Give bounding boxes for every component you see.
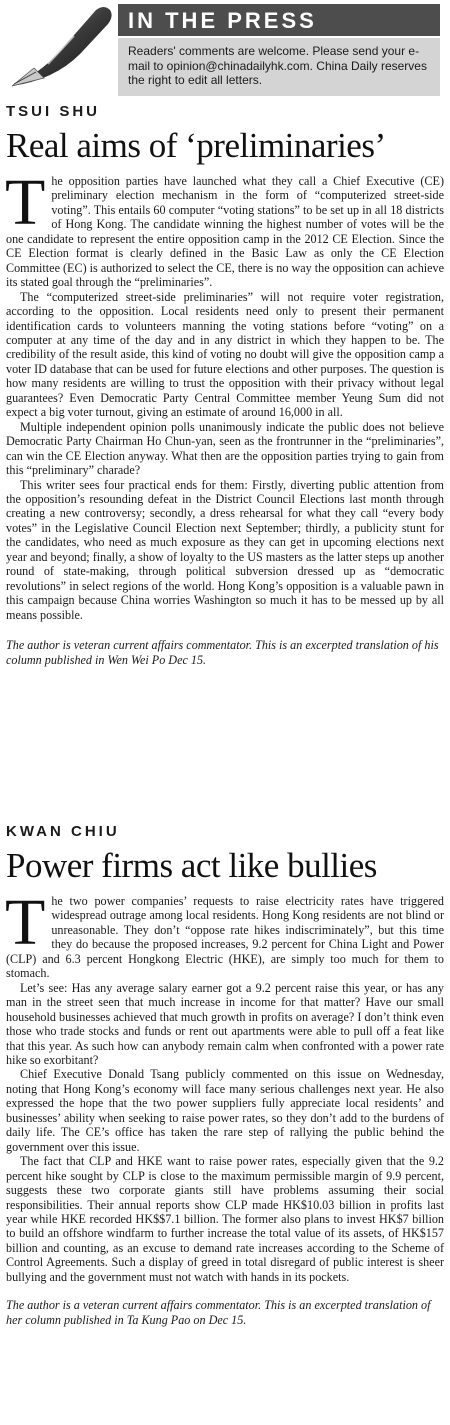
article-paragraph: Let’s see: Has any average salary earner got a 9.2 percent raise this year, or has any man in the street seen that much increase in income for that matter? Have our small household businesses achieved that much growth in profits on average? I don’t think even those who trade stocks and funds or rent out apartments were able to pull off a feat like that this year. As such how can anybody remain calm when confronted with a power rate hike so exorbitant? — [6, 980, 444, 1067]
author-note: The author is veteran current affairs commentator. This is an excerpted translation of his column published in Wen Wei Po Dec 15. — [6, 638, 439, 667]
article-byline: TSUI SHU — [6, 103, 101, 120]
article-paragraph: This writer sees four practical ends for them: Firstly, diverting public attention from the opposition’s resounding defeat in the District Council Elections last month through creating a new controversy; secondly, a dress rehearsal for what they call “every body votes” in the Legislative Council Election next September; thirdly, a publicity stunt for the candidates, who need as much exposure as they can get in upcoming elections next year and beyond; finally, a show of loyalty to the US masters as the latter steps up another round of state-making, through political subversion dressed up as “democratic revolutions” in select regions of the world. Hong Kong’s opposition is a valuable pawn in this campaign because China worries Washington so much it has to be messed up by all means possible. — [6, 477, 444, 622]
drop-cap: T — [5, 166, 46, 239]
readers-notice-text: Readers' comments are welcome. Please send your e-mail to opinion@chinadailyhk.com. China Daily reserves the right to edit all letters. — [128, 44, 427, 87]
article-power-firms — [6, 823, 444, 1327]
readers-notice-box — [118, 38, 440, 96]
article-paragraph: The two power companies’ requests to raise electricity rates have triggered widespread outrage among local residents. Hong Kong residents are not blind or unreasonable. They don’t “oppose rate hikes indiscriminately”, but this time they do because the proposed increases, 9.2 percent for China Light and Power (CLP) and 6.3 percent Hongkong Electric (HKE), are simply too much for them to stomach. — [5, 886, 444, 981]
article-body — [5, 886, 444, 1284]
article-paragraph: Multiple independent opinion polls unanimously indicate the public does not believe Democratic Party Chairman Ho Chun-yan, seen as the frontrunner in the “preliminaries”, can win the CE Election anyway. What then are the opposition parties trying to gain from this “preliminary” charade? — [6, 419, 444, 478]
article-paragraph: The fact that CLP and HKE want to raise power rates, especially given that the 9.2 percent hike sought by CLP is close to the maximum permissible margin of 9.9 percent, suggests these two corporate giants still have problems assuming their social responsibilities. Their annual reports show CLP made HK$10.03 billion in profits last year while HKE recorded HK$$7.1 billion. The former also plans to invest HK$7 billion to build an offshore windfarm to further increase the total value of its assets, of HK$157 billion and counting, as an excuse to demand rate increases according to the Scheme of Control Agreements. Such a display of greed in total disregard of public interest is sheer bullying and the government must not watch with hands in its pockets. — [6, 1154, 444, 1284]
page-header — [0, 0, 450, 98]
article-paragraph: The opposition parties have launched what they call a Chief Executive (CE) preliminary election mechanism in the form of “computerized street-side voting”. This entails 60 computer “voting stations” to be set up in all 18 districts of Hong Kong. The candidate winning the highest number of votes will be the one candidate to represent the entire opposition camp in the 2012 CE Election. Since the CE Election format is clearly defined in the Basic Law as only the CE Election Committee (EC) is authorized to select the CE, there is no way the opposition can achieve its stated goal through the “preliminaries”. — [5, 166, 444, 290]
article-real-aims — [6, 103, 444, 667]
article-paragraph: The “computerized street-side preliminaries” will not require voter registration, according to the opposition. Local residents need only to present their permanent identification cards to volunteers manning the voting stations before “voting” on a computer at any time of the day and in any district in which they happen to be. The credibility of the result aside, this kind of voting no doubt will give the opposition camp a voter ID database that can be used for future elections and other purposes. The question is how many residents are willing to trust the opposition with their privacy without legal guarantees? Even Democratic Party Central Committee member Yeung Sum did not expect a big voter turnout, giving an estimate of around 16,000 in all. — [6, 289, 444, 420]
article-headline: Real aims of ‘preliminaries’ — [6, 126, 386, 165]
article-headline: Power firms act like bullies — [6, 846, 377, 885]
section-title: IN THE PRESS — [128, 8, 317, 33]
article-body — [5, 166, 444, 622]
article-byline: KWAN CHIU — [6, 823, 120, 840]
drop-cap: T — [5, 886, 46, 959]
section-title-bar — [118, 4, 440, 36]
author-note: The author is a veteran current affairs commentator. This is an excerpted translation of her column published in Ta Kung Pao on Dec 15. — [6, 1298, 431, 1327]
fountain-pen-icon — [4, 2, 116, 94]
article-paragraph: Chief Executive Donald Tsang publicly commented on this issue on Wednesday, noting that Hong Kong’s economy will face many serious challenges next year. He also expressed the hope that the two power suppliers fully appreciate local residents’ and businesses’ ability when seeking to raise power rates, so they don’t add to the burdens of daily life. The CE’s office has taken the rare step of rallying the public behind the government over this issue. — [6, 1067, 444, 1154]
